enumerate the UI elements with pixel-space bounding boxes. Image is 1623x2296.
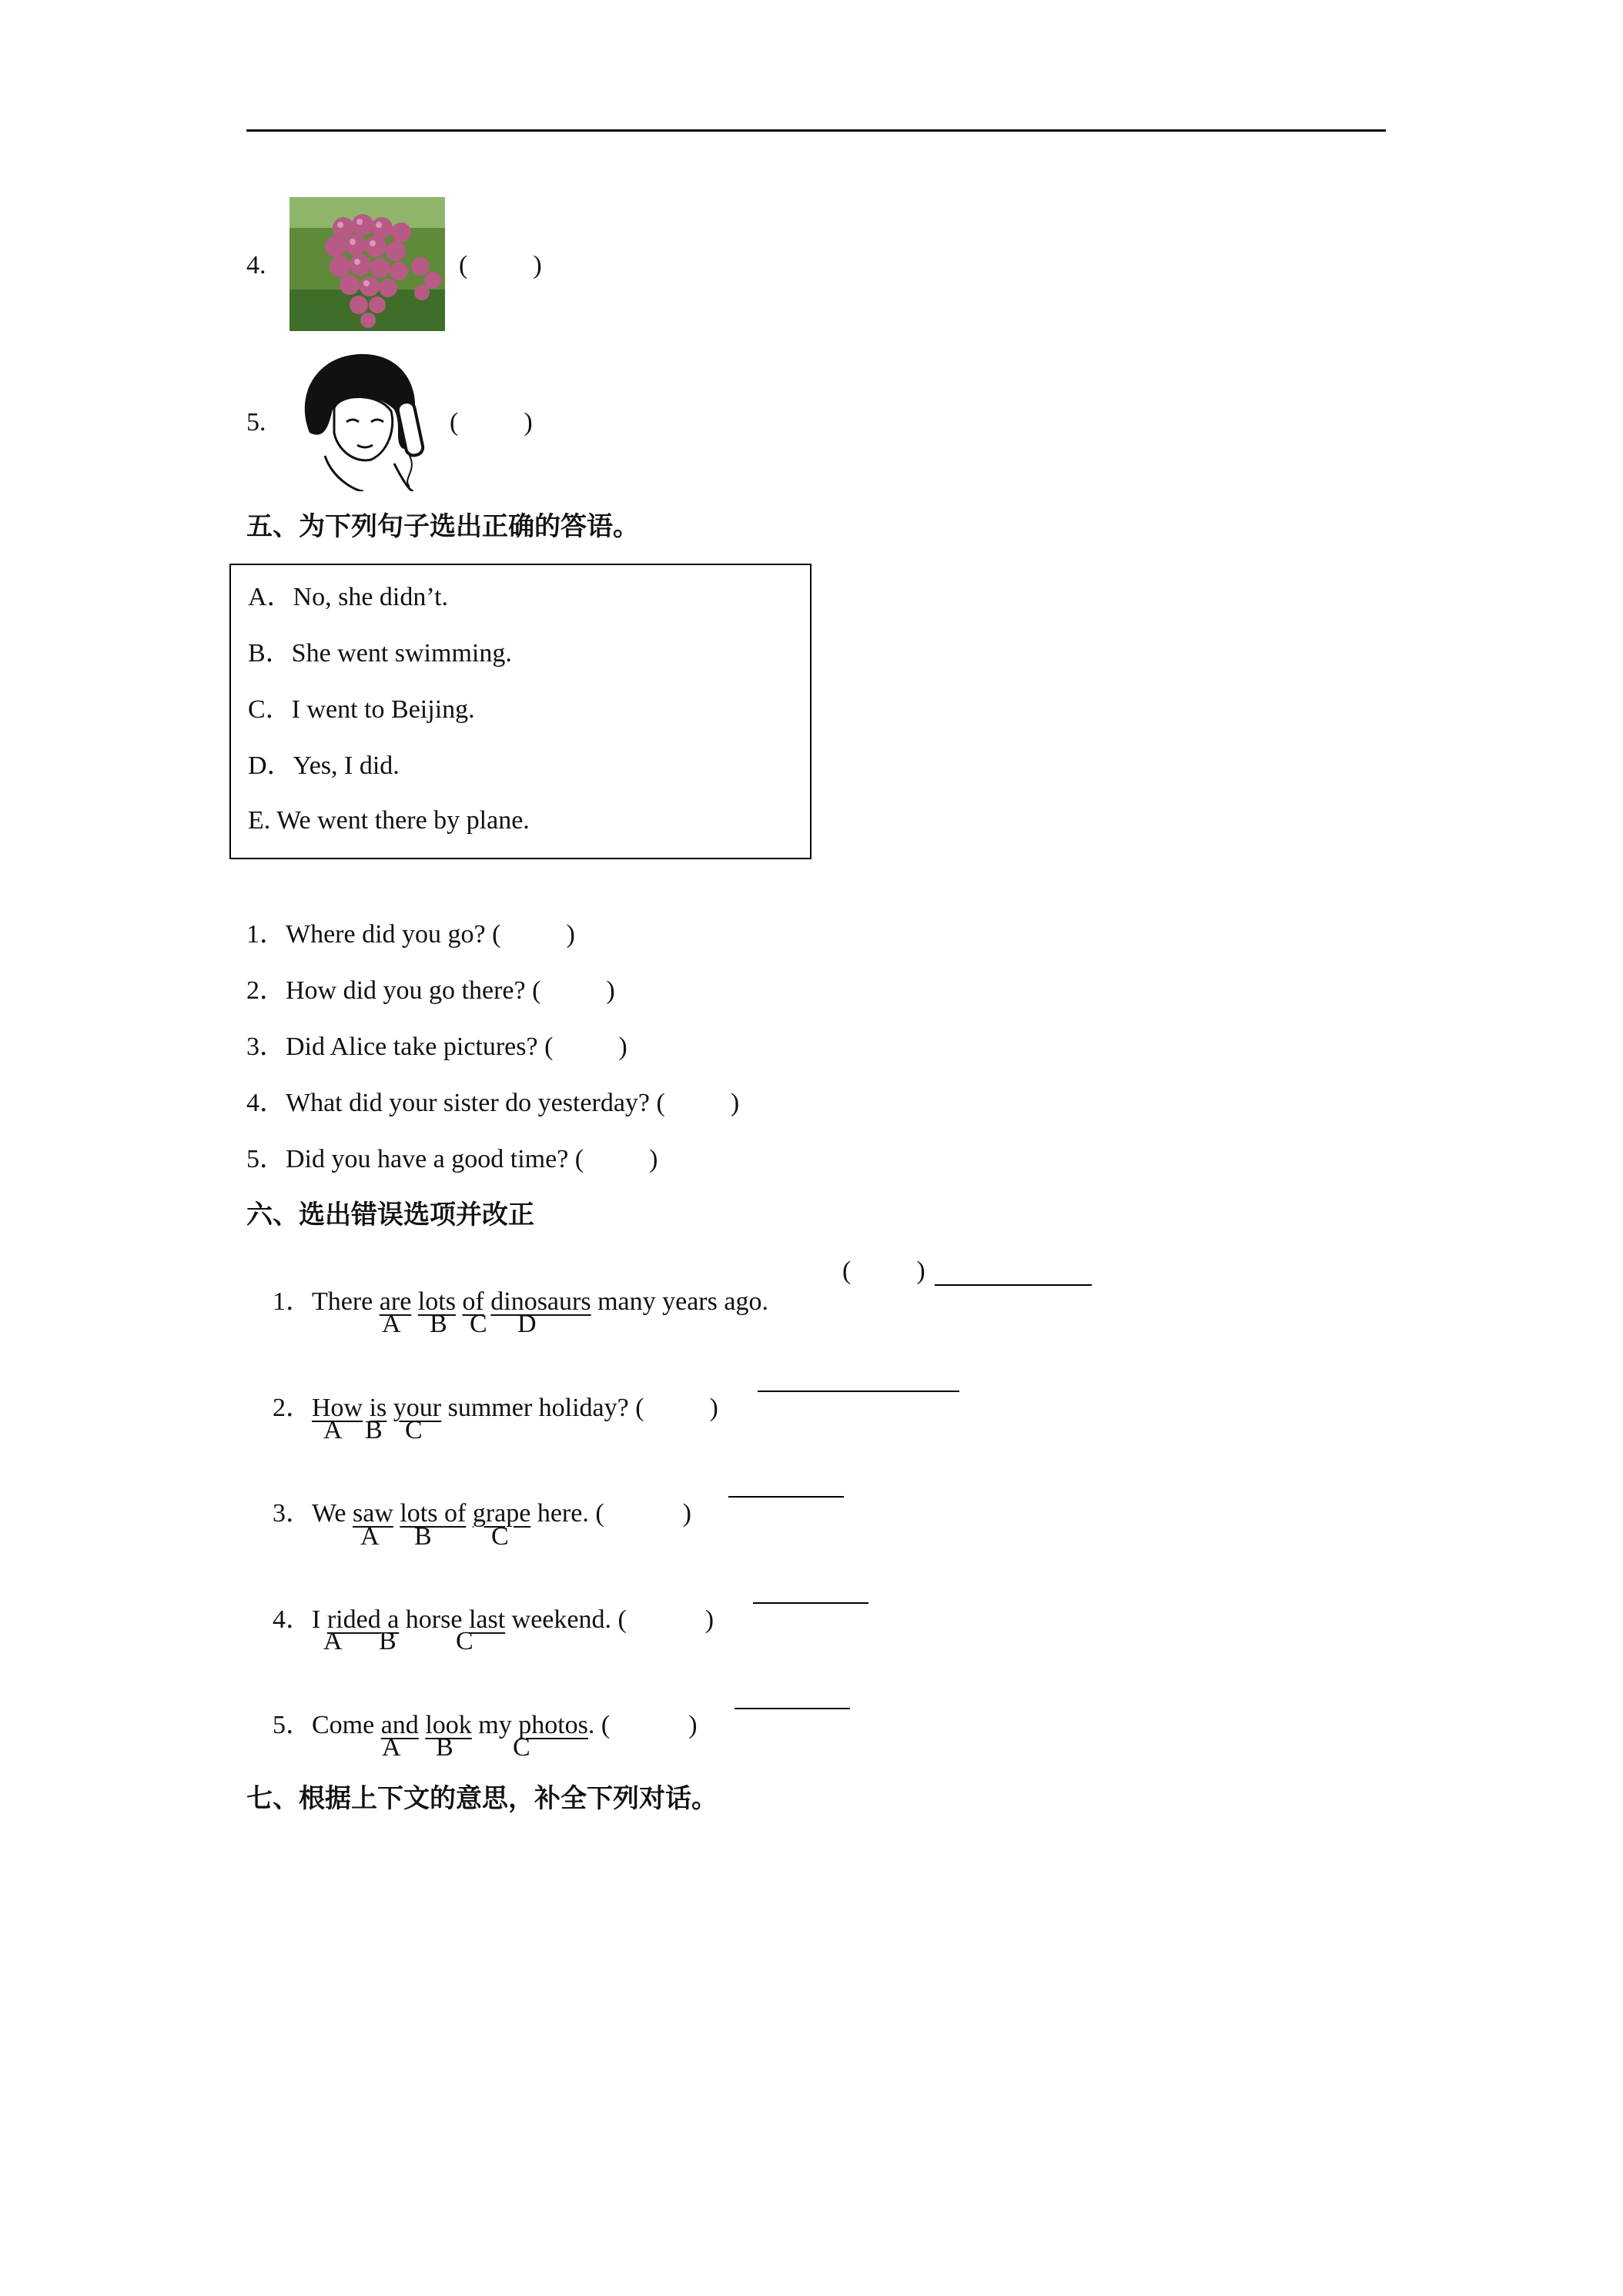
picture-item-5-number: 5. — [246, 408, 266, 437]
error-question-1-correction-blank[interactable] — [935, 1260, 1092, 1286]
match-question-3[interactable]: 3．Did Alice take pictures? ( ) — [246, 1033, 627, 1061]
section-5-title: 五、为下列句子选出正确的答语。 — [246, 511, 639, 542]
answer-option-d: D．Yes, I did. — [248, 751, 400, 780]
error-question-3-correction-blank[interactable] — [728, 1471, 844, 1498]
picture-item-5-answer-paren[interactable]: ( ) — [450, 408, 533, 437]
match-question-5[interactable]: 5．Did you have a good time? ( ) — [246, 1145, 658, 1173]
answer-option-a: A．No, she didn’t. — [248, 583, 449, 611]
error-question-5-option-letters: A B C — [382, 1733, 530, 1762]
error-question-4[interactable]: 4．I rided a horse last weekend. ( ) — [273, 1605, 721, 1634]
error-question-1-option-letters: A B C D — [382, 1310, 537, 1338]
section-7-title: 七、根据上下文的意思，补全下列对话。 — [246, 1783, 718, 1814]
match-question-1[interactable]: 1．Where did you go? ( ) — [246, 920, 575, 949]
header-rule — [246, 129, 1386, 132]
error-question-5[interactable]: 5．Come and look my photos. ( ) — [273, 1711, 704, 1739]
error-question-3-option-letters: A B C — [360, 1522, 509, 1551]
error-question-5-correction-blank[interactable] — [735, 1683, 850, 1709]
error-question-4-correction-blank[interactable] — [753, 1578, 868, 1604]
error-question-2-option-letters: A B C — [323, 1416, 423, 1444]
answer-option-c: C．I went to Beijing. — [248, 695, 475, 724]
error-question-2-correction-blank[interactable] — [758, 1366, 959, 1392]
error-question-4-option-letters: A B C — [323, 1627, 474, 1655]
picture-item-4-number: 4. — [246, 251, 266, 279]
section-6-title: 六、选出错误选项并改正 — [246, 1200, 534, 1230]
grapes-picture — [289, 197, 445, 331]
match-question-2[interactable]: 2．How did you go there? ( ) — [246, 976, 615, 1005]
error-question-1[interactable]: 1．There are lots of dinosaurs many years ago. — [273, 1287, 768, 1316]
error-question-2[interactable]: 2．How is your summer holiday? ( ) — [273, 1394, 725, 1422]
answer-option-e: E. We went there by plane. — [248, 806, 530, 835]
answer-option-b: B．She went swimming. — [248, 639, 512, 668]
error-question-1-paren[interactable]: ( ) — [842, 1257, 925, 1285]
woman-on-phone-picture — [286, 348, 437, 491]
error-question-3[interactable]: 3．We saw lots of grape here. ( ) — [273, 1499, 698, 1528]
match-question-4[interactable]: 4．What did your sister do yesterday? ( ) — [246, 1089, 740, 1117]
picture-item-4-answer-paren[interactable]: ( ) — [459, 251, 542, 279]
